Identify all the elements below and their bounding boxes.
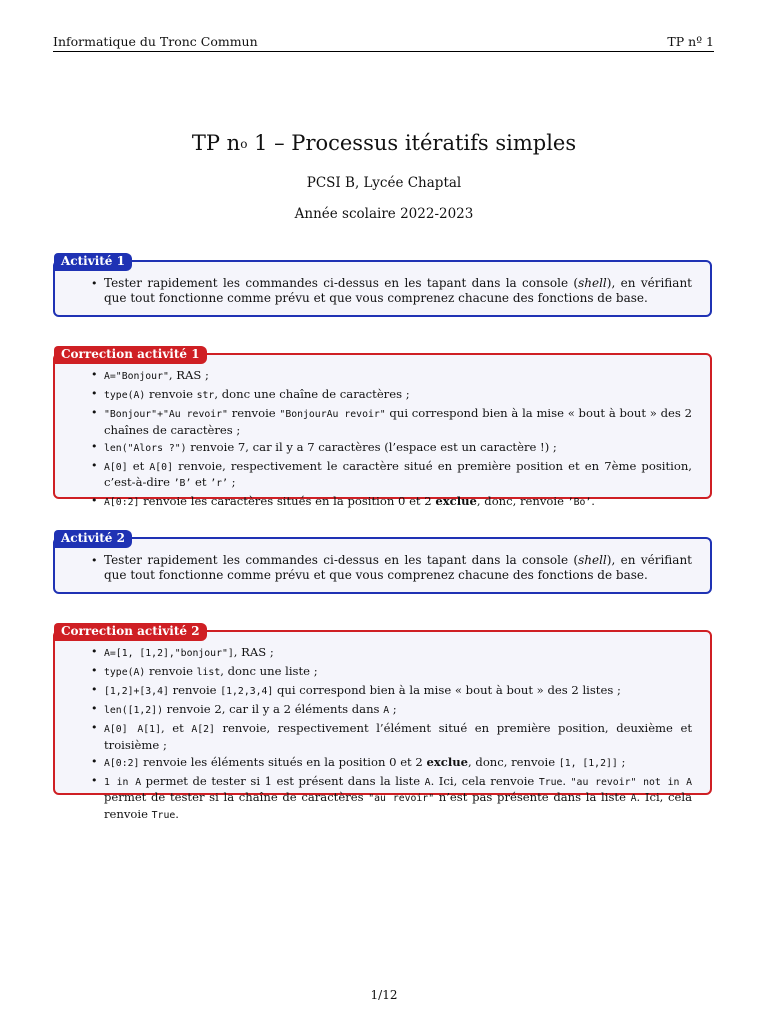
list-item: • len("Alors ?") renvoie 7, car il y a 7 caractères (l’espace est un caractère !) ;: [55, 440, 710, 457]
list-item: • type(A) renvoie list, donc une liste ;: [55, 664, 710, 681]
list-item: • 1 in A permet de tester si 1 est présent dans la liste A. Ici, cela renvoie True. "au revoir" not in A permet de tester si la chaîne de caractères "au revoir" n’est pas présente dans la liste A. Ici, cela renvoie True.: [55, 774, 710, 824]
list-item: • A[0] A[1], et A[2] renvoie, respectivement l’élément situé en première position, deuxième et troisième ;: [55, 721, 710, 752]
school-year: Année scolaire 2022-2023: [294, 206, 474, 222]
correction-1-box: [53, 347, 712, 508]
page-number: 1/12: [370, 988, 398, 1002]
header-course-name: Informatique du Tronc Commun: [53, 34, 258, 49]
activity-1-box: [53, 254, 712, 317]
correction-2-box: [53, 624, 712, 821]
document-subtitle: PCSI B, Lycée Chaptal: [306, 175, 462, 191]
list-item: • [1,2]+[3,4] renvoie [1,2,3,4] qui correspond bien à la mise « bout à bout » des 2 listes ;: [55, 683, 710, 700]
document-title: TP $n^o$ 1 – Processus itératifs simples: [191, 131, 577, 155]
correction-1-label: Correction activité 1: [54, 346, 207, 364]
activity-1-label: Activité 1: [54, 253, 132, 271]
list-item: • A="Bonjour", RAS ;: [55, 368, 710, 385]
correction-2-label: Correction activité 2: [54, 623, 207, 641]
activity-2-instruction: • Tester rapidement les commandes ci-dessus en les tapant dans la console (shell), en vérifiant que tout fonctionne comme prévu et que vous comprenez chacune des fonctions de base.: [55, 553, 710, 583]
header-tp-number: TP nº 1: [667, 34, 714, 49]
list-item: • A[0:2] renvoie les éléments situés en la position 0 et 2 exclue, donc, renvoie [1, [1,2]] ;: [55, 755, 710, 772]
list-item: • type(A) renvoie str, donc une chaîne de caractères ;: [55, 387, 710, 404]
activity-1-instruction: • Tester rapidement les commandes ci-dessus en les tapant dans la console (shell), en vérifiant que tout fonctionne comme prévu et que vous comprenez chacune des fonctions de base.: [55, 276, 710, 306]
list-item: • A[0] et A[0] renvoie, respectivement le caractère situé en première position et en 7ème position, c’est-à-dire ’B’ et ’r’ ;: [55, 459, 710, 492]
activity-2-box: [53, 531, 712, 594]
list-item: • len([1,2]) renvoie 2, car il y a 2 éléments dans A ;: [55, 702, 710, 719]
activity-2-label: Activité 2: [54, 530, 132, 548]
list-item: • A[0:2] renvoie les caractères situés en la position 0 et 2 exclue, donc, renvoie ’Bo’.: [55, 494, 710, 511]
list-item: • "Bonjour"+"Au revoir" renvoie "BonjourAu revoir" qui correspond bien à la mise « bout à bout » des 2 chaînes de caractères ;: [55, 406, 710, 437]
list-item: • A=[1, [1,2],"bonjour"], RAS ;: [55, 645, 710, 662]
running-header: [53, 34, 714, 52]
